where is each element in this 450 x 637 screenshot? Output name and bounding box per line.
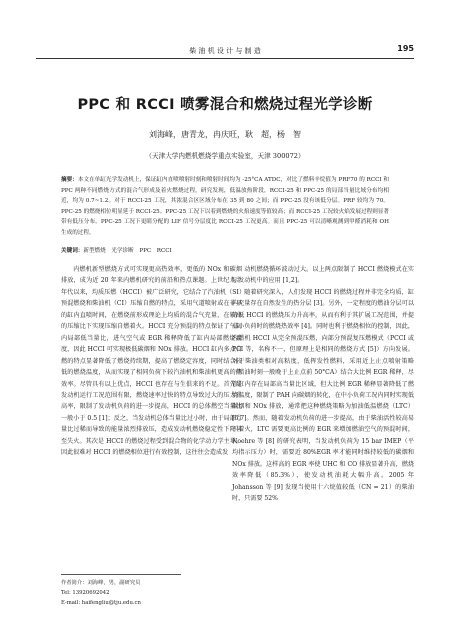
author-footnote <box>61 574 181 608</box>
abstract-label: 摘要： <box>61 177 78 183</box>
journal-name: 柴 油 机 设 计 与 制 造 <box>189 47 261 55</box>
keywords <box>61 246 389 254</box>
paragraph: 内燃机新型燃烧方式可实现更高热效率，更低的 NOx 和碳烟排放，成为近 20 年来内燃机研究的前沿和热点课题。上世纪九十年代以来，均质压燃（HCCI）被广泛研究，它结合了汽油机（SI）预混燃烧和柴油机（CI）压缩自燃的特点，采用气道喷射或在非早的缸内直喷时间，在燃烧前形成理论上均质的混合气充量，在较高的压缩比下实现压缩自燃着火。HCCI 充分预混的特点保证了气缸内局部低当量比，进气空气或 EGR 稀释降低了缸内局部燃烧温度，因此 HCCI 可实现极低碳烟和 NOx 排放。HCCI 缸内多点自燃的特点显著降低了燃烧持续期，提高了燃烧定容度，同时结合较低的燃烧温度，从而实现了相同负荷下较汽油机和柴油机更高的热效率。尽管具有以上优点，HCCI 也存在与生俱来的不足。首先是发动机运行工况范围有限，燃烧速率过快的特点导致过大的压力升高率，限制了发动机负荷的进一步提高，HCCI 的总体燃空当量比一般小于 0.5 [1]；反之，当发动机总体当量比过小时，由于局部当量比过稀而导致的能量浓烈排放压，造成发动机燃烧稳定性下降甚至失火。其次是 HCCI 的燃烧过程受到混合物的化学动力学主导，因此很难对 HCCI 的燃烧相位进行有效控制，这往往会造成发 <box>61 266 242 457</box>
abstract <box>61 175 389 239</box>
affiliation: （天津大学内燃机燃烧学重点实验室，天津 300072） <box>145 152 305 160</box>
page-number: 195 <box>397 44 414 53</box>
right-column <box>232 264 414 505</box>
paragraph: 动机燃烧循环波动过大。以上两点限制了 HCCI 燃烧模式在实际发动机中的应用 [1,2]。 <box>232 266 414 285</box>
footnote-line: E-mail: haifengliu@tju.edu.cn <box>61 600 141 606</box>
paragraph: 随着研究深入，人们发现 HCCI 的燃烧过程并非完全均质，缸内充量存在自然发生的热分层 [3]。另外，一定程度的燃油分层可以降低 HCCI 的燃烧压力升高率，从而有利于其扩展工况范围，并提高小负荷时的燃烧热效率 [4]。同时也利于燃烧相位的控制，因此，内燃机 HCCI 从完全预混压燃，向部分预混复压燃模式（PCCI 或 PCI 等，名称不一，但原理上是相同的燃烧方式 [5]）方向发展。对于柴油类相对高粘度，低挥发性燃料，采用近上止点喷射策略（喷油时刻一般晚于上止点前 50°CA）结合大比例 EGR 稀释，尽管缸内存在局部高当量比区域，但大比例 EGR 稀释显著降低了燃烧温度，限制了 PAH 向碳烟的转化，在中小负荷工况内同时实现低碳烟和 NOx 排放，通常把这种燃烧策略为加油低温燃烧（LTC）[6,7]。然而，随着发动机负荷的进一步提高，由于柴油活性较高易于着火，LTC 需要更高比例的 EGR 来增加燃油空气的预混时间，Noehre 等 [8] 的研究表明，当发动机负荷为 15 bar IMEP（平均指示压力）时，需要近 80%EGR 率才能同时维持较低的碳烟和 NOx 排放。这样高的 EGR 率使 UHC 和 CO 排放显著升高，燃烧效率降低（85.3%），使发动机油耗大幅升高。2005 年 Johansson 等 [9] 发现当使用十六烷值较低（CN = 21）的柴油时，只需要 52% <box>232 288 414 503</box>
paper-title: PPC 和 RCCI 喷雾混合和燃烧过程光学诊断 <box>77 97 373 113</box>
keywords-text: 新型燃烧 光学诊断 PPC RCCI <box>83 248 172 254</box>
footnote-line: 作者简介：刘海峰，男，副研究员 <box>61 580 141 586</box>
left-column <box>61 264 242 459</box>
keywords-label: 关键词： <box>61 248 84 254</box>
author-list: 刘海峰，唐青龙，冉庆旺，耿 超，杨 智 <box>149 130 301 139</box>
abstract-text: 本文在单缸光学发动机上，保证缸内直喷喷射时刻和喷射时间均为 -25°CA ATDC，对比了燃料辛烷值为 PRF70 的 RCCI 和 PPC 两种不同燃烧方式的混合气形成及着火燃烧过程。研究发现，低温放热阶段，RCCI-25 和 PPC-25 的局部当量比域分布均相近，均为 0.7~1.2。对于 RCCI-25 工况，其浓混合区区域分布在 35 到 80 之间；而 PPC-25 没有该低分层。PRF 较均为 70。PPC-25 的燃烧相位明显延于 RCCI-25。PPC-25 工况下以着到燃烧的火焰速度等值较高；而 RCCI-25 工况较火焰发展过程则显著带有低压分布。PPC-25 工况下更睛分配的 LIF 信号分层度比 RCCI-25 工况更高。而且 PPC-25 可以清晰观测到甲醛消耗和 OH 生成的过程。 <box>61 177 389 236</box>
footnote-line: Tel: 13920692042 <box>61 590 110 596</box>
page-header <box>36 44 414 59</box>
